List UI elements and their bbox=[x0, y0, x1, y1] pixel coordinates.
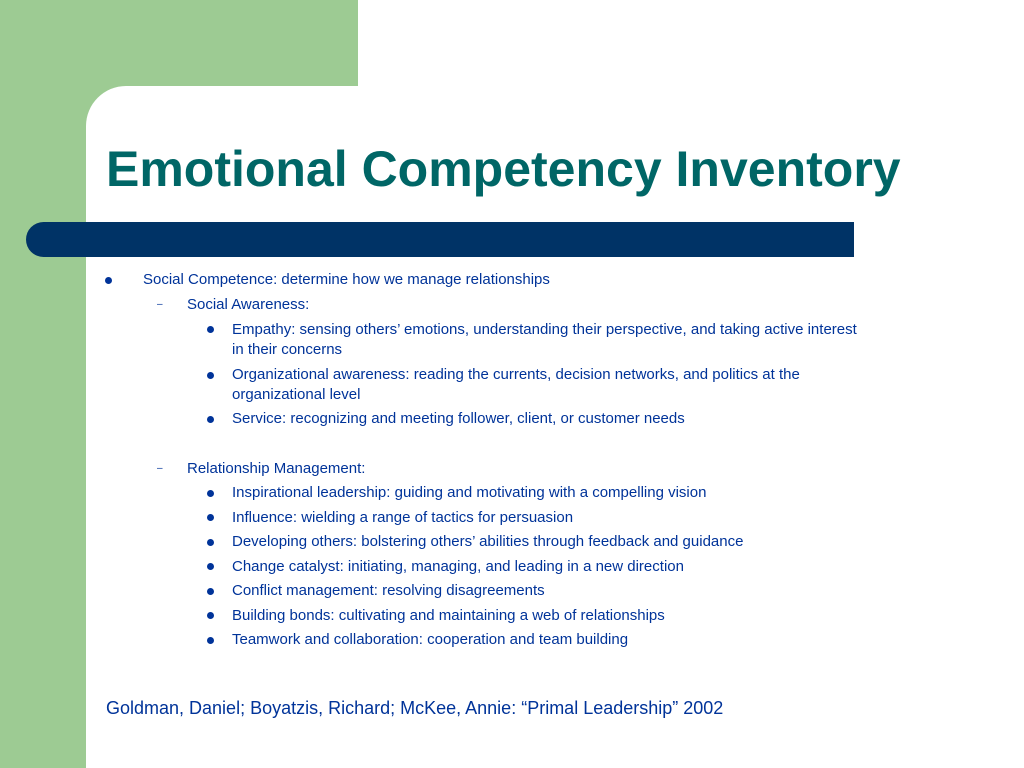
bullet-icon bbox=[207, 490, 214, 497]
dash-icon: – bbox=[157, 299, 163, 310]
bullet-icon bbox=[207, 514, 214, 521]
bullet-icon bbox=[207, 326, 214, 333]
list-item-influence: Influence: wielding a range of tactics for persuasion bbox=[232, 509, 574, 526]
list-item-organizational-awareness-continued: organizational level bbox=[232, 386, 361, 403]
bullet-icon bbox=[207, 416, 214, 423]
list-item-empathy: Empathy: sensing others’ emotions, understanding their perspective, and taking active interest bbox=[232, 321, 857, 338]
main-point: Social Competence: determine how we manage relationships bbox=[143, 271, 550, 288]
list-item-inspirational-leadership: Inspirational leadership: guiding and motivating with a compelling vision bbox=[232, 484, 707, 501]
list-item-teamwork: Teamwork and collaboration: cooperation and team building bbox=[232, 631, 629, 648]
bullet-icon bbox=[207, 372, 214, 379]
section-heading-social-awareness: Social Awareness: bbox=[187, 296, 310, 313]
section-heading-relationship-management: Relationship Management: bbox=[187, 460, 366, 477]
list-item-organizational-awareness: Organizational awareness: reading the currents, decision networks, and politics at the bbox=[232, 366, 800, 383]
list-item-developing-others: Developing others: bolstering others’ abilities through feedback and guidance bbox=[232, 533, 744, 550]
bullet-icon bbox=[207, 637, 214, 644]
bullet-icon bbox=[105, 277, 112, 284]
dash-icon: – bbox=[157, 463, 163, 474]
list-item-building-bonds: Building bonds: cultivating and maintaining a web of relationships bbox=[232, 607, 665, 624]
slide-title: Emotional Competency Inventory bbox=[106, 141, 901, 197]
bullet-icon bbox=[207, 612, 214, 619]
bullet-icon bbox=[207, 563, 214, 570]
bullet-icon bbox=[207, 588, 214, 595]
list-item-conflict-management: Conflict management: resolving disagreements bbox=[232, 582, 545, 599]
list-item-change-catalyst: Change catalyst: initiating, managing, and leading in a new direction bbox=[232, 558, 684, 575]
citation: Goldman, Daniel; Boyatzis, Richard; McKee, Annie: “Primal Leadership” 2002 bbox=[106, 698, 724, 718]
list-item-empathy-continued: in their concerns bbox=[232, 341, 343, 358]
bullet-icon bbox=[207, 539, 214, 546]
list-item-service: Service: recognizing and meeting follower, client, or customer needs bbox=[232, 410, 685, 427]
